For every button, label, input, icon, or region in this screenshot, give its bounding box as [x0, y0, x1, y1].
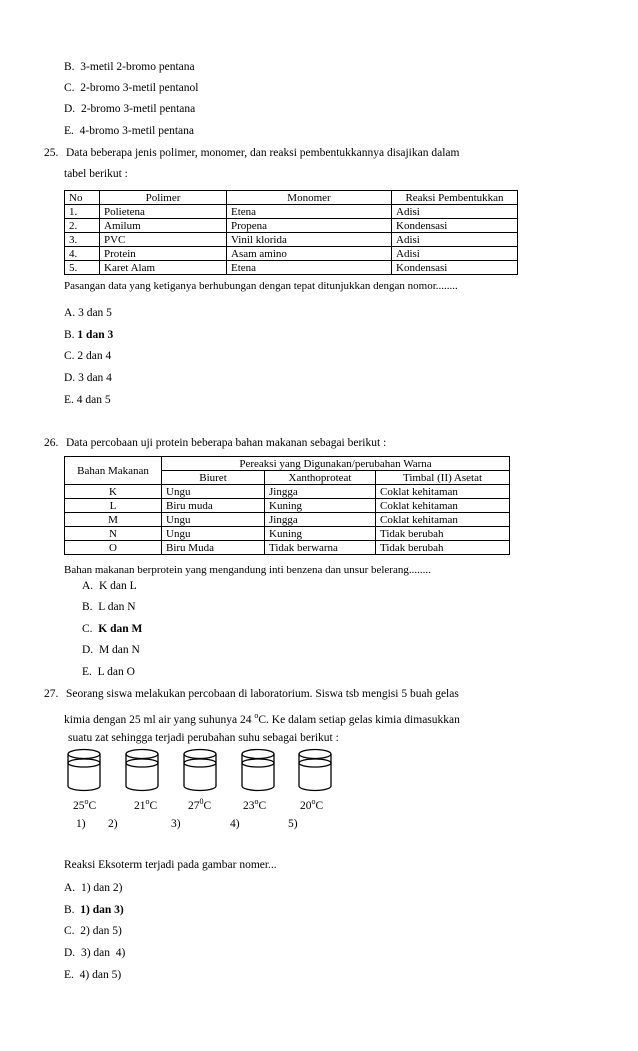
q25-option-c: C. 2 dan 4: [64, 350, 112, 362]
cell: K: [65, 485, 162, 499]
cell: L: [65, 499, 162, 513]
beaker-1-icon: [66, 748, 102, 792]
table-row: [65, 219, 518, 233]
cell: Adisi: [392, 205, 518, 219]
q27-number: 27.: [44, 688, 59, 700]
q27-option-a: A. 1) dan 2): [64, 882, 123, 894]
q24-option-c: C. 2-bromo 3-metil pentanol: [64, 82, 199, 94]
q27-prompt: Reaksi Eksoterm terjadi pada gambar nomer...: [64, 859, 277, 871]
q25-prompt: Pasangan data yang ketiganya berhubungan dengan tepat ditunjukkan dengan nomor........: [64, 280, 458, 292]
table-row: [65, 485, 510, 499]
table-row: [65, 247, 518, 261]
cell: Coklat kehitaman: [376, 513, 510, 527]
q24-option-b: B. 3-metil 2-bromo pentana: [64, 61, 195, 73]
cell: Ungu: [162, 513, 265, 527]
table-row: [65, 261, 518, 275]
table-header-row: [65, 191, 518, 205]
cell: N: [65, 527, 162, 541]
header-biuret: Biuret: [162, 471, 265, 485]
header-monomer: Monomer: [227, 191, 392, 205]
temp-3: $27^0C$: [188, 797, 212, 812]
table-row: [65, 499, 510, 513]
figure-label-2: 2): [108, 818, 118, 830]
cell: Biru Muda: [162, 541, 265, 555]
cell: Karet Alam: [100, 261, 227, 275]
q25-number: 25.: [44, 147, 59, 159]
header-bahan-makanan: Bahan Makanan: [65, 457, 162, 485]
temp-4: 23$^o$C: [243, 797, 267, 812]
q24-option-d: D. 2-bromo 3-metil pentana: [64, 103, 196, 115]
cell: Asam amino: [227, 247, 392, 261]
cell: Jingga: [265, 513, 376, 527]
cell: M: [65, 513, 162, 527]
q26-option-d: D. M dan N: [82, 644, 140, 656]
q25-option-d: D. 3 dan 4: [64, 372, 112, 384]
cell: 4.: [65, 247, 100, 261]
cell: 2.: [65, 219, 100, 233]
table-row: [65, 527, 510, 541]
header-pereaksi: Pereaksi yang Digunakan/perubahan Warna: [162, 457, 510, 471]
cell: Tidak berubah: [376, 527, 510, 541]
q27-line3: suatu zat sehingga terjadi perubahan suhu sebagai berikut :: [68, 732, 339, 744]
q25-question-line2: tabel berikut :: [64, 168, 128, 180]
q27-option-d: D. 3) dan 4): [64, 947, 126, 959]
q26-option-a: A. K dan L: [82, 580, 137, 592]
cell: Vinil klorida: [227, 233, 392, 247]
q25-question-line1: Data beberapa jenis polimer, monomer, dan reaksi pembentukkannya disajikan dalam: [66, 147, 460, 159]
q26-option-b: B. L dan N: [82, 601, 136, 613]
q26-table: [64, 456, 510, 555]
cell: O: [65, 541, 162, 555]
header-no: No: [65, 191, 100, 205]
q27-option-e: E. 4) dan 5): [64, 969, 122, 981]
cell: Amilum: [100, 219, 227, 233]
cell: Etena: [227, 261, 392, 275]
cell: Coklat kehitaman: [376, 499, 510, 513]
cell: 5.: [65, 261, 100, 275]
temp-5: 20$^o$C: [300, 797, 324, 812]
q27-line2: kimia dengan 25 ml air yang suhunya 24 $^o$C. Ke dalam setiap gelas kimia dimasukkan: [64, 711, 460, 726]
cell: Propena: [227, 219, 392, 233]
cell: Adisi: [392, 233, 518, 247]
beaker-5-icon: [297, 748, 333, 792]
q27-line1: Seorang siswa melakukan percobaan di laboratorium. Siswa tsb mengisi 5 buah gelas: [66, 688, 459, 700]
cell: Protein: [100, 247, 227, 261]
temp-2: 21$^o$C: [134, 797, 158, 812]
q26-prompt: Bahan makanan berprotein yang mengandung inti benzena dan unsur belerang........: [64, 564, 431, 576]
header-timbal: Timbal (II) Asetat: [376, 471, 510, 485]
figure-label-3: 3): [171, 818, 181, 830]
cell: 1.: [65, 205, 100, 219]
q25-table: [64, 190, 518, 275]
table-row: [65, 233, 518, 247]
table-row: [65, 513, 510, 527]
figure-label-5: 5): [288, 818, 298, 830]
q26-question: Data percobaan uji protein beberapa bahan makanan sebagai berikut :: [66, 437, 387, 449]
cell: Coklat kehitaman: [376, 485, 510, 499]
q26-option-c: C. K dan M: [82, 623, 143, 635]
q26-option-e: E. L dan O: [82, 666, 135, 678]
cell: 3.: [65, 233, 100, 247]
q25-option-b: B. 1 dan 3: [64, 329, 114, 341]
header-reaksi: Reaksi Pembentukkan: [392, 191, 518, 205]
table-row: [65, 205, 518, 219]
cell: Jingga: [265, 485, 376, 499]
q25-option-a: A. 3 dan 5: [64, 307, 112, 319]
cell: Kondensasi: [392, 219, 518, 233]
figure-label-4: 4): [230, 818, 240, 830]
table-header-row: [65, 457, 510, 471]
q26-number: 26.: [44, 437, 59, 449]
cell: Kondensasi: [392, 261, 518, 275]
header-polimer: Polimer: [100, 191, 227, 205]
cell: Kuning: [265, 527, 376, 541]
cell: Ungu: [162, 485, 265, 499]
temp-1: 25$^o$C: [73, 797, 97, 812]
cell: Tidak berubah: [376, 541, 510, 555]
q27-option-c: C. 2) dan 5): [64, 925, 122, 937]
beaker-2-icon: [124, 748, 160, 792]
table-row: [65, 541, 510, 555]
cell: Biru muda: [162, 499, 265, 513]
cell: Etena: [227, 205, 392, 219]
cell: Polietena: [100, 205, 227, 219]
q27-option-b: B. 1) dan 3): [64, 904, 124, 916]
cell: Kuning: [265, 499, 376, 513]
q24-option-e: E. 4-bromo 3-metil pentana: [64, 125, 194, 137]
cell: PVC: [100, 233, 227, 247]
beaker-3-icon: [182, 748, 218, 792]
q25-option-e: E. 4 dan 5: [64, 394, 111, 406]
cell: Adisi: [392, 247, 518, 261]
header-xanthoproteat: Xanthoproteat: [265, 471, 376, 485]
figure-label-1: 1): [76, 818, 86, 830]
cell: Ungu: [162, 527, 265, 541]
cell: Tidak berwarna: [265, 541, 376, 555]
beaker-4-icon: [240, 748, 276, 792]
